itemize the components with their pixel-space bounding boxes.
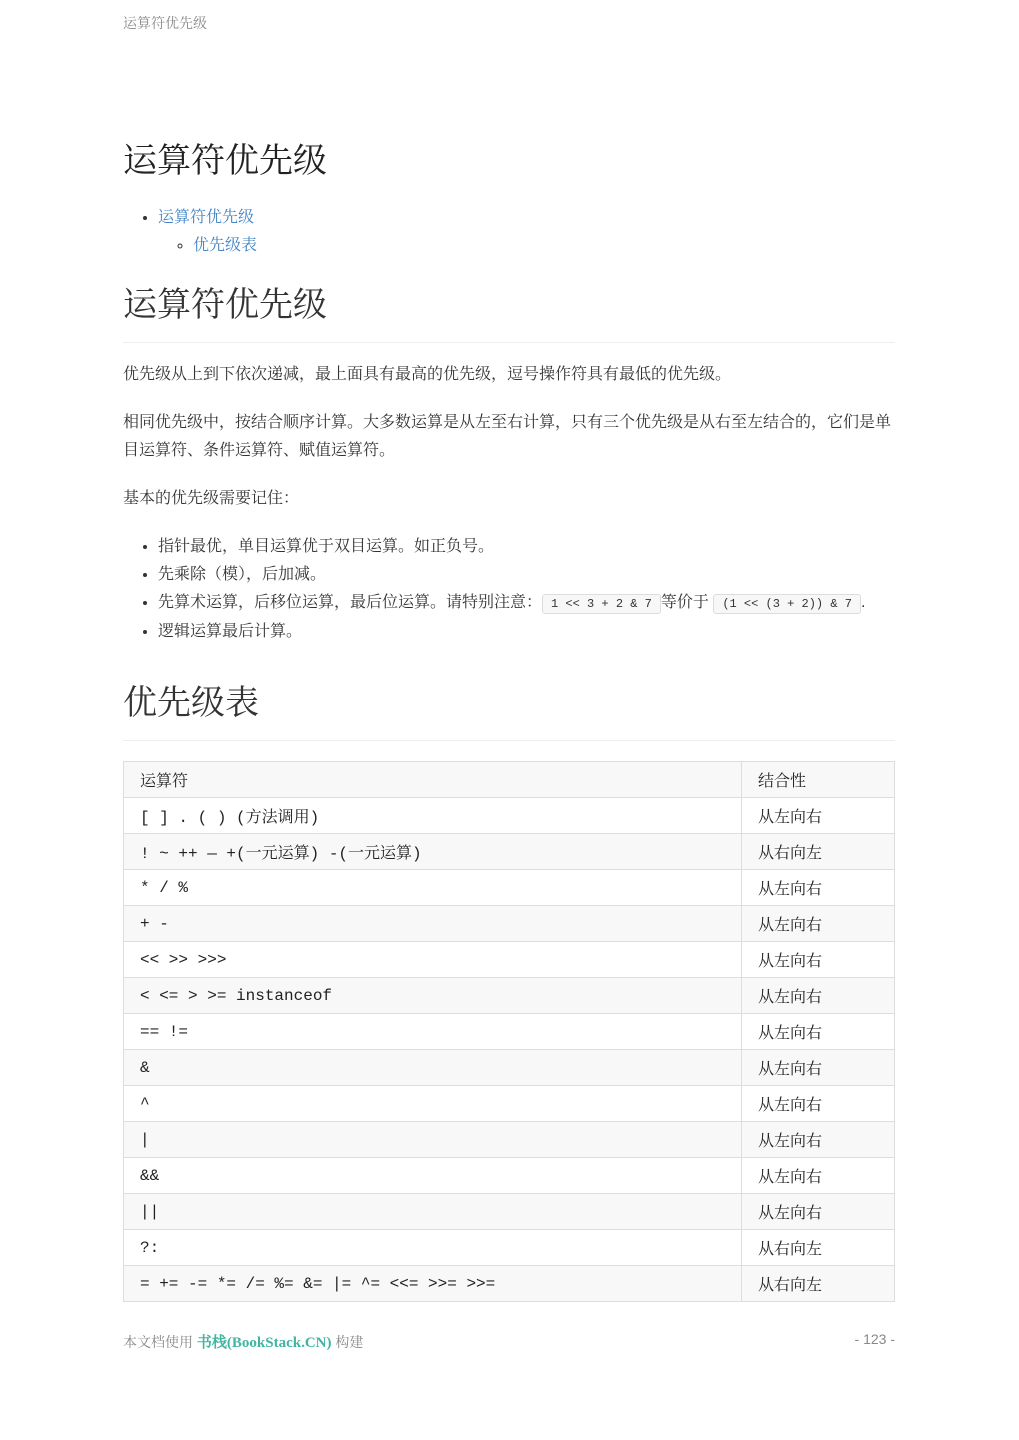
operator-cell: + - [124, 906, 742, 942]
list-text: . [860, 594, 866, 611]
operator-cell: == != [124, 1014, 742, 1050]
table-row [124, 1266, 895, 1302]
precedence-table [123, 761, 895, 1302]
operator-cell: < <= > >= instanceof [124, 978, 742, 1014]
table-row [124, 1158, 895, 1194]
table-header-operator: 运算符 [124, 762, 742, 798]
operator-cell: ^ [124, 1086, 742, 1122]
running-head: 运算符优先级 [123, 15, 207, 31]
operator-cell: << >> >>> [124, 942, 742, 978]
section-heading-table: 优先级表 [123, 680, 895, 741]
operator-cell: [ ] . ( ) (方法调用) [124, 798, 742, 834]
operator-cell: ?: [124, 1230, 742, 1266]
footer-prefix: 本文档使用 [123, 1334, 193, 1350]
toc-sub-item [193, 232, 895, 260]
table-header-associativity: 结合性 [742, 762, 895, 798]
table-row [124, 1122, 895, 1158]
operator-cell: & [124, 1050, 742, 1086]
associativity-cell: 从右向左 [742, 1230, 895, 1266]
toc-link-precedence-table[interactable]: 优先级表 [193, 237, 258, 254]
table-row [124, 1194, 895, 1230]
list-item: • 逻辑运算最后计算。 [158, 618, 895, 646]
footer-attribution [123, 1331, 363, 1352]
page-title: 运算符优先级 [123, 142, 327, 180]
associativity-cell: 从左向右 [742, 942, 895, 978]
table-row [124, 1014, 895, 1050]
table-row [124, 906, 895, 942]
paragraph-associativity: 相同优先级中，按结合顺序计算。大多数运算是从左至右计算，只有三个优先级是从右至左结合的，它们是单目运算符、条件运算符、赋值运算符。 [123, 414, 892, 459]
table-row [124, 978, 895, 1014]
list-item: • 指针最优，单目运算优于双目运算。如正负号。 [158, 533, 895, 561]
associativity-cell: 从左向右 [742, 1014, 895, 1050]
associativity-cell: 从左向右 [742, 798, 895, 834]
table-row [124, 1050, 895, 1086]
page-content [123, 138, 895, 1302]
associativity-cell: 从左向右 [742, 1122, 895, 1158]
page-number: - 123 - [854, 1331, 895, 1347]
list-text: 先算术运算，后移位运算，最后位运算。请特别注意： [158, 594, 543, 611]
toc-link-precedence[interactable]: 运算符优先级 [158, 209, 255, 226]
operator-cell: | [124, 1122, 742, 1158]
footer-brand-link[interactable]: 书栈(BookStack.CN) [196, 1335, 332, 1351]
table-of-contents [123, 204, 895, 260]
operator-cell: * / % [124, 870, 742, 906]
associativity-cell: 从右向左 [742, 834, 895, 870]
list-text: 等价于 [660, 594, 709, 611]
associativity-cell: 从左向右 [742, 1194, 895, 1230]
associativity-cell: 从左向右 [742, 978, 895, 1014]
operator-cell: || [124, 1194, 742, 1230]
table-row [124, 870, 895, 906]
toc-item [158, 204, 895, 260]
associativity-cell: 从左向右 [742, 906, 895, 942]
table-header-row [124, 762, 895, 798]
table-row [124, 1086, 895, 1122]
list-item: • 先乘除（模），后加减。 [158, 561, 895, 589]
paragraph-remember: 基本的优先级需要记住： [123, 490, 300, 507]
code-snippet: 1 << 3 + 2 & 7 [542, 594, 661, 614]
operator-cell: = += -= *= /= %= &= |= ^= <<= >>= >>= [124, 1266, 742, 1302]
list-item [158, 589, 895, 618]
rules-list [123, 533, 895, 646]
table-row [124, 834, 895, 870]
section-heading-precedence: 运算符优先级 [123, 282, 895, 343]
code-snippet: (1 << (3 + 2)) & 7 [713, 594, 861, 614]
associativity-cell: 从左向右 [742, 1158, 895, 1194]
paragraph-intro: 优先级从上到下依次递减，最上面具有最高的优先级，逗号操作符具有最低的优先级。 [123, 366, 732, 383]
table-row [124, 798, 895, 834]
associativity-cell: 从左向右 [742, 1050, 895, 1086]
associativity-cell: 从右向左 [742, 1266, 895, 1302]
footer-suffix: 构建 [335, 1334, 364, 1350]
table-row [124, 1230, 895, 1266]
associativity-cell: 从左向右 [742, 1086, 895, 1122]
associativity-cell: 从左向右 [742, 870, 895, 906]
operator-cell: ! ~ ++ — +(一元运算) -(一元运算) [124, 834, 742, 870]
table-row [124, 942, 895, 978]
operator-cell: && [124, 1158, 742, 1194]
